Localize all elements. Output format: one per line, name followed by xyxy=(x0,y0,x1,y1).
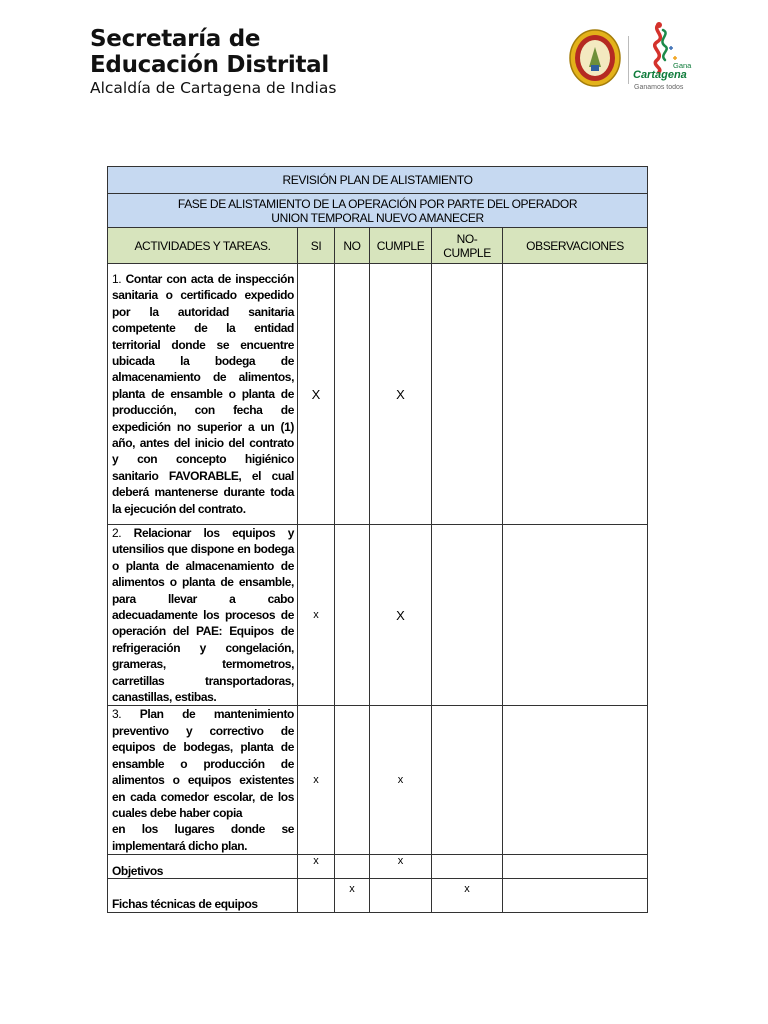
no-cell: x xyxy=(335,879,370,913)
observaciones-cell xyxy=(503,879,648,913)
activity-cell xyxy=(108,706,298,855)
table-row xyxy=(108,879,648,913)
col-no-cumple xyxy=(432,228,503,264)
activity-cell: Objetivos xyxy=(108,855,298,879)
title-line-3: Alcaldía de Cartagena de Indias xyxy=(90,79,337,97)
activity-text: Relacionar los equipos y utensilios que dispone en bodega o planta de almacenamiento de alimentos o planta de ensamble, para llevar a cabo adecuadamente los procesos de operación del PAE: Equipos de refrigeración y congelación, grameras, termometros, carretillas transportadoras, canastillas, estibas. xyxy=(112,526,294,705)
cumple-cell: x xyxy=(370,706,432,855)
title-line-2: Educación Distrital xyxy=(90,52,329,78)
title-line-1: Secretaría de xyxy=(90,26,261,52)
cumple-cell: X xyxy=(370,264,432,525)
logo-gana-text: Gana xyxy=(673,61,692,70)
institution-title xyxy=(90,26,336,98)
cartagena-seal-icon xyxy=(569,29,621,87)
no-cell xyxy=(335,706,370,855)
no-cumple-cell xyxy=(432,706,503,855)
table-row xyxy=(108,264,648,525)
table-title: REVISIÓN PLAN DE ALISTAMIENTO xyxy=(108,167,648,194)
table-row xyxy=(108,525,648,706)
activity-number: 1. xyxy=(112,271,122,286)
activity-number: 2. xyxy=(112,526,122,540)
no-cumple-cell xyxy=(432,264,503,525)
no-cell xyxy=(335,264,370,525)
no-cumple-cell: x xyxy=(432,879,503,913)
cumple-cell: X xyxy=(370,525,432,706)
no-cumple-cell xyxy=(432,525,503,706)
col-no: NO xyxy=(335,228,370,264)
activity-cell xyxy=(108,264,298,525)
table-title-row xyxy=(108,167,648,194)
activity-text-cont: en los lugares donde se implementará dicho plan. xyxy=(112,822,294,853)
si-cell xyxy=(298,879,335,913)
cumple-cell xyxy=(370,879,432,913)
col-si: SI xyxy=(298,228,335,264)
activity-text: Contar con acta de inspección sanitaria o certificado expedido por la autoridad sanitaria competente de la entidad territorial donde se encuentre ubicada la bodega de almacenamiento de alimentos, planta de ensamble o planta de producción, con fecha de expedición no superior a un (1) año, antes del inicio del contrato y con concepto higiénico sanitario FAVORABLE, el cual deberá mantenerse durante toda la ejecución del contrato. xyxy=(112,271,294,516)
no-cell xyxy=(335,525,370,706)
gana-cartagena-logo-icon xyxy=(633,20,697,92)
table-row xyxy=(108,855,648,879)
activity-cell: Fichas técnicas de equipos xyxy=(108,879,298,913)
logo-divider xyxy=(628,36,629,84)
observaciones-cell xyxy=(503,855,648,879)
phase-row xyxy=(108,194,648,228)
col-no-cumple-line1: NO- xyxy=(456,231,478,246)
no-cumple-cell xyxy=(432,855,503,879)
table-row xyxy=(108,706,648,855)
si-cell: x xyxy=(298,706,335,855)
activity-cell xyxy=(108,525,298,706)
phase-line-2: UNION TEMPORAL NUEVO AMANECER xyxy=(271,210,484,225)
no-cell xyxy=(335,855,370,879)
logo-tagline: Ganamos todos xyxy=(634,84,684,91)
review-table xyxy=(107,166,648,913)
col-cumple: CUMPLE xyxy=(370,228,432,264)
activity-text: Plan de mantenimiento preventivo y correctivo de equipos de bodegas, planta de ensamble o producción de alimentos o equipos existentes en cada comedor escolar, de los cuales debe haber copia xyxy=(112,707,294,820)
observaciones-cell xyxy=(503,264,648,525)
phase-heading xyxy=(108,194,648,228)
col-observaciones: OBSERVACIONES xyxy=(503,228,648,264)
col-no-cumple-line2: CUMPLE xyxy=(443,245,491,260)
cumple-cell: x xyxy=(370,855,432,879)
si-cell: X xyxy=(298,264,335,525)
letterhead xyxy=(0,0,768,110)
observaciones-cell xyxy=(503,706,648,855)
activity-number: 3. xyxy=(112,707,122,722)
si-cell: x xyxy=(298,855,335,879)
observaciones-cell xyxy=(503,525,648,706)
column-header-row xyxy=(108,228,648,264)
si-cell: x xyxy=(298,525,335,706)
logo-cartagena-text: Cartagena xyxy=(633,69,687,81)
col-activities: ACTIVIDADES Y TAREAS. xyxy=(108,228,298,264)
phase-line-1: FASE DE ALISTAMIENTO DE LA OPERACIÓN POR PARTE DEL OPERADOR xyxy=(177,196,578,211)
